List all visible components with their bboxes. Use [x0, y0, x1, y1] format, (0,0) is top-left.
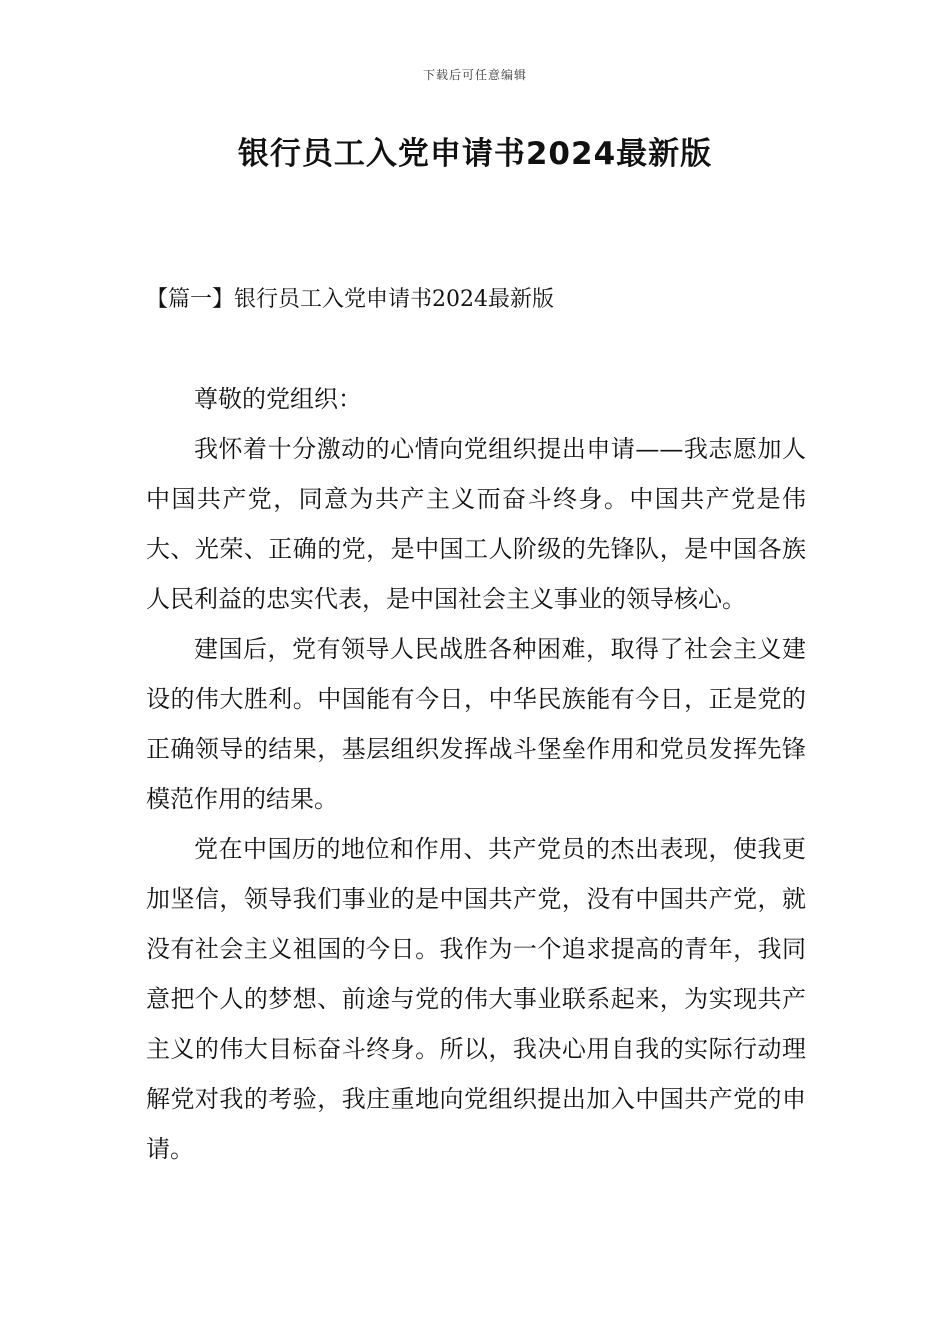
- body-paragraph: 我怀着十分激动的心情向党组织提出申请——我志愿加人中国共产党，同意为共产主义而奋斗终身。中国共产党是伟大、光荣、正确的党，是中国工人阶级的先锋队，是中国各族人民利益的忠实代表，是中国社会主义事业的领导核心。: [146, 435, 806, 613]
- salutation: 尊敬的党组织：: [194, 385, 362, 413]
- body-paragraph: 建国后，党有领导人民战胜各种困难，取得了社会主义建设的伟大胜利。中国能有今日，中华民族能有今日，正是党的正确领导的结果，基层组织发挥战斗堡垒作用和党员发挥先锋模范作用的结果。: [146, 635, 806, 813]
- document-body: [146, 374, 806, 1174]
- header-note: 下载后可任意编辑: [422, 68, 527, 82]
- body-paragraph: 党在中国历的地位和作用、共产党员的杰出表现，使我更加坚信，领导我们事业的是中国共产党，没有中国共产党，就没有社会主义祖国的今日。我作为一个追求提高的青年，我同意把个人的梦想、前途与党的伟大事业联系起来，为实现共产主义的伟大目标奋斗终身。所以，我决心用自我的实际行动理解党对我的考验，我庄重地向党组织提出加入中国共产党的申请。: [146, 835, 806, 1163]
- section-heading: 【篇一】银行员工入党申请书2024最新版: [146, 287, 554, 312]
- document-title: 银行员工入党申请书2024最新版: [237, 136, 713, 172]
